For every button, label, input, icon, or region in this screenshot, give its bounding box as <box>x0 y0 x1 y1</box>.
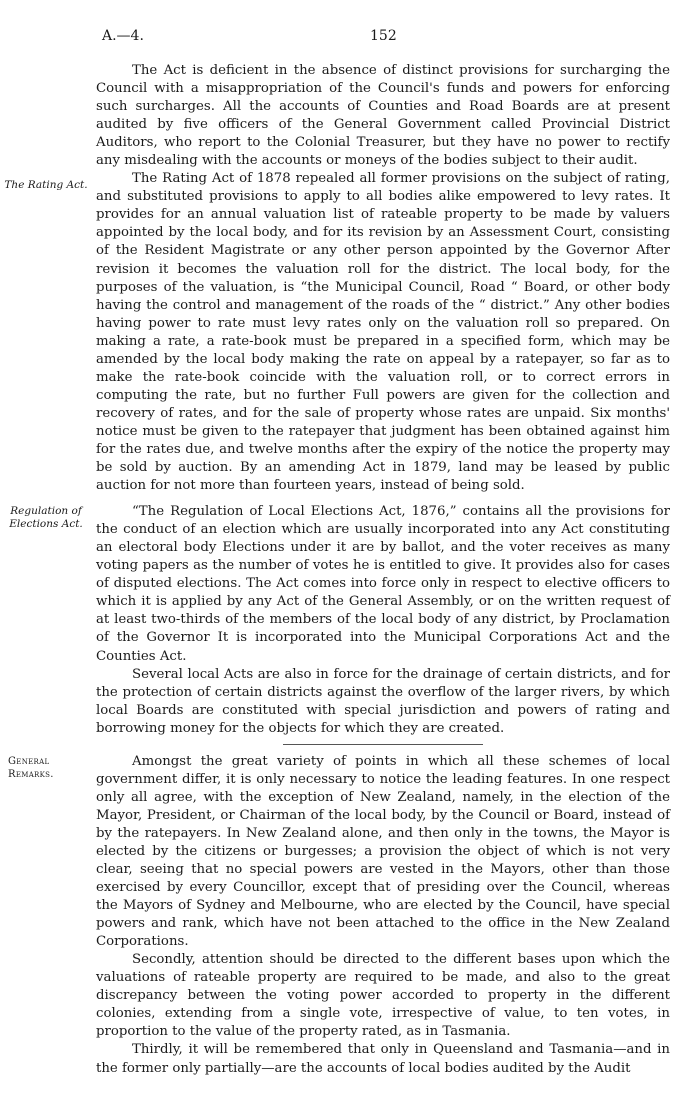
paragraph: The Rating Act of 1878 repealed all former provisions on the subject of rating, and substituted provisions to apply to all bodies alike empowered to levy rates. It provides for an annual valuation list of rateable property to be made by valuers appointed by the local body, and for its revision by an Assessment Court, consisting of the Resident Magistrate or any other person appointed by the Governor After revision it becomes the valuation roll for the district. The local body, for the purposes of the valuation, is “the Municipal Council, Road “ Board, or other body having the control and management of the roads of the “ district.” Any other bodies having power to rate must levy rates only on the valuation roll so prepared. On making a rate, a rate-book must be prepared in a specified form, which may be amended by the local body making the rate on appeal by a ratepayer, so far as to make the rate-book coincide with the valuation roll, or to correct errors in computing the rate, but no further Full powers are given for the collection and recovery of rates, and for the sale of property whose rates are unpaid. Six months' notice must be given to the ratepayer that judgment has been obtained against him for the rates due, and twelve months after the expiry of the notice the property may be sold by auction. By an amending Act in 1879, land may be leased by public auction for not more than fourteen years, instead of being sold. <box>96 171 670 494</box>
margin-note-rating-act: The Rating Act. <box>4 179 88 192</box>
document-reference: A.—4. <box>102 28 144 44</box>
paragraph: Thirdly, it will be remembered that only in Queensland and Tasmania—and in the former only partially—are the accounts of local bodies audited by the Audit <box>96 1042 670 1076</box>
section-general-remarks <box>8 753 670 1078</box>
margin-note-regulation-elections: Regulation of Elections Act. <box>9 505 83 531</box>
section-divider <box>283 744 483 745</box>
document-body <box>4 62 670 1078</box>
paragraph: Secondly, attention should be directed to the different bases upon which the valuations of rateable property are required to be made, and also to the great discrepancy between the voting power accorded to property in the different colonies, extending from a single vote, irrespective of value, to ten votes, in proportion to the value of the property rated, as in Tasmania. <box>96 952 670 1040</box>
page-number: 152 <box>370 28 397 44</box>
margin-note-general-remarks: General Remarks. <box>8 755 54 780</box>
page-header <box>0 28 700 48</box>
paragraph: Several local Acts are also in force for the drainage of certain districts, and for the protection of certain districts against the overflow of the larger rivers, by which local Boards are constituted with special jurisdiction and powers of rating and borrowing money for the objects for which they are created. <box>96 666 670 736</box>
section-rating-act <box>4 170 670 495</box>
paragraph: Amongst the great variety of points in which all these schemes of local government differ, it is only necessary to notice the leading features. In one respect only all agree, with the exception of New Zealand, namely, in the election of the Mayor, President, or Chairman of the local body, by the Council or Board, instead of by the ratepayers. In New Zealand alone, and then only in the towns, the Mayor is elected by the citizens or burgesses; a provision the object of which is not very clear, seeing that no special powers are vested in the Mayors, other than those exercised by every Councillor, except that of presiding over the Council, whereas the Mayors of Sydney and Melbourne, who are elected by the Council, have special powers and rank, which have not been attached to the office in the New Zealand Corporations. <box>96 753 670 950</box>
paragraph: “The Regulation of Local Elections Act, 1876,” contains all the provisions for the conduct of an election which are usually incorporated into any Act constituting an electoral body Elections under it are by ballot, and the voter receives as many voting papers as the number of votes he is entitled to give. It provides also for cases of disputed elections. The Act comes into force only in respect to elective officers to which it is applied by any Act of the General Assembly, or on the written request of at least two-thirds of the members of the local body of any district, by Proclamation of the Governor It is incorporated into the Municipal Corporations Act and the Counties Act. <box>96 504 670 664</box>
section-audit <box>96 62 670 170</box>
paragraph: The Act is deficient in the absence of distinct provisions for surcharging the Council with a misappropriation of the Council's funds and powers for enforcing such surcharges. All the accounts of Counties and Road Boards are at present audited by five officers of the General Government called Provincial District Auditors, who report to the Colonial Treasurer, but they have no power to rectify any misdealing with the accounts or moneys of the bodies subject to their audit. <box>96 63 670 169</box>
section-regulation-elections <box>9 503 670 738</box>
